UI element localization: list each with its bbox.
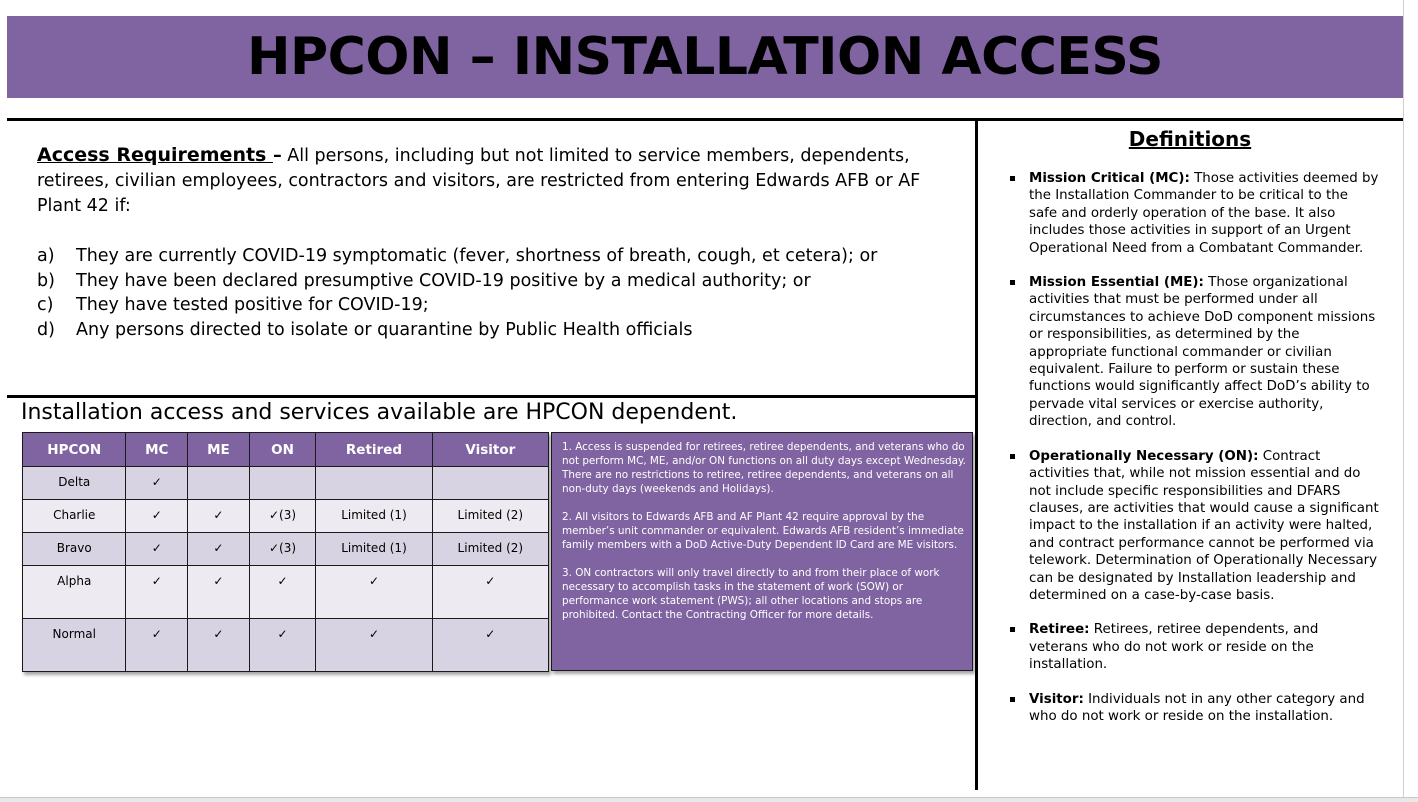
cell-hpcon-level: Charlie [23, 500, 126, 533]
footnote-2: 2. All visitors to Edwards AFB and AF Plant 42 require approval by the member’s unit commander or equivalent. Edwards AFB resident’s immediate family members with a DoD Active-Duty Dependent ID Card are ME visitors. [562, 511, 964, 551]
cell-mc: ✓ [126, 533, 188, 566]
definition-text: Contract activities that, while not mission essential and do not include specific responsibilities and DFARS clauses, are activities that would cause a significant impact to the installation if an activity were halted, and contract performance cannot be performed via telework. Determination of Operationally Necessary can be designated by Installation leadership and determined on a case-by-case basis. [1029, 448, 1379, 603]
cell-retired: Limited (1) [316, 500, 432, 533]
square-bullet-icon [1010, 697, 1015, 702]
footnote-3: 3. ON contractors will only travel directly to and from their place of work necessary to accomplish tasks in the statement of work (SOW) or performance work statement (PWS); all other locations and stops are prohibited. Contact the Contracting Officer for more details. [562, 567, 940, 621]
column-header-visitor: Visitor [432, 433, 548, 467]
cell-retired [316, 467, 432, 500]
definition-term: Mission Essential (ME): [1029, 275, 1204, 291]
condition-item [37, 318, 957, 343]
definition-text: Individuals not in any other category and who do not work or reside on the installation. [1029, 691, 1365, 724]
definition-mission-critical [1000, 170, 1380, 257]
column-header-on: ON [249, 433, 316, 467]
condition-marker: d) [37, 319, 55, 340]
cell-on [249, 467, 316, 500]
condition-item [37, 293, 957, 318]
cell-hpcon-level: Normal [23, 619, 126, 672]
cell-visitor: Limited (2) [432, 533, 548, 566]
square-bullet-icon [1010, 280, 1015, 285]
cell-mc: ✓ [126, 467, 188, 500]
section-subheading: Installation access and services available are HPCON dependent. [21, 400, 738, 425]
cell-me: ✓ [188, 533, 250, 566]
cell-me [188, 467, 250, 500]
divider-horizontal-top [7, 118, 1403, 121]
definition-visitor [1000, 691, 1380, 726]
definitions-list [1000, 170, 1380, 725]
condition-marker: a) [37, 246, 55, 266]
square-bullet-icon [1010, 627, 1015, 632]
cell-on: ✓ [249, 566, 316, 619]
footnotes-box [551, 432, 973, 671]
cell-on: ✓ [249, 619, 316, 672]
column-header-mc: MC [126, 433, 188, 467]
access-requirements-text: All persons, including but not limited to service members, dependents, retirees, civilian employees, contractors and visitors, are restricted from entering Edwards AFB or AF Plant 42 if: [37, 146, 921, 216]
cell-hpcon-level: Alpha [23, 566, 126, 619]
condition-text: Any persons directed to isolate or quarantine by Public Health officials [76, 319, 693, 340]
footnote-1: 1. Access is suspended for retirees, retiree dependents, and veterans who do not perform MC, ME, and/or ON functions on all duty days except Wednesday. There are no restrictions to retiree, retiree dependents, and veterans on all non-duty days (weekends and Holidays). [562, 441, 966, 495]
cell-mc: ✓ [126, 566, 188, 619]
access-requirements-heading: Access Requirements [37, 144, 273, 166]
cell-hpcon-level: Delta [23, 467, 126, 500]
table-header-row [23, 433, 549, 467]
cell-on: ✓(3) [249, 500, 316, 533]
cell-me: ✓ [188, 566, 250, 619]
table-row-normal [23, 619, 549, 672]
column-header-me: ME [188, 433, 250, 467]
condition-item [37, 269, 957, 294]
table-row-alpha [23, 566, 549, 619]
access-requirements [37, 143, 957, 342]
cell-retired: ✓ [316, 566, 432, 619]
condition-item [37, 244, 957, 269]
title-banner [7, 16, 1403, 98]
divider-vertical [975, 118, 978, 790]
table-row-bravo [23, 533, 549, 566]
window-bottom-edge [0, 797, 1418, 802]
definition-mission-essential [1000, 274, 1380, 431]
hpcon-access-table [22, 432, 549, 672]
cell-hpcon-level: Bravo [23, 533, 126, 566]
definition-term: Visitor: [1029, 691, 1084, 707]
cell-me: ✓ [188, 619, 250, 672]
cell-visitor: Limited (2) [432, 500, 548, 533]
cell-retired: Limited (1) [316, 533, 432, 566]
condition-marker: c) [37, 295, 54, 315]
cell-me: ✓ [188, 500, 250, 533]
definition-term: Operationally Necessary (ON): [1029, 448, 1259, 464]
condition-text: They have been declared presumptive COVID-19 positive by a medical authority; or [76, 270, 811, 291]
definition-text: Those activities deemed by the Installation Commander to be critical to the safe and orderly operation of the base. It also includes those activities in support of an Urgent Operational Need from a Combatant Commander. [1029, 171, 1379, 256]
table-row-delta [23, 467, 549, 500]
definition-operationally-necessary [1000, 448, 1380, 605]
access-dash: – [272, 146, 282, 166]
cell-on: ✓(3) [249, 533, 316, 566]
definitions-panel [1000, 124, 1380, 742]
square-bullet-icon [1010, 454, 1015, 459]
page-title: HPCON – INSTALLATION ACCESS [247, 27, 1163, 87]
access-paragraph [37, 143, 957, 219]
cell-mc: ✓ [126, 619, 188, 672]
condition-text: They have tested positive for COVID-19; [76, 295, 429, 315]
table-row-charlie [23, 500, 549, 533]
definition-term: Mission Critical (MC): [1029, 171, 1190, 186]
column-header-hpcon: HPCON [23, 433, 126, 467]
cell-retired: ✓ [316, 619, 432, 672]
cell-visitor [432, 467, 548, 500]
definition-term: Retiree: [1029, 622, 1090, 638]
definition-text: Those organizational activities that must be performed under all circumstances to achieve DoD component missions or responsibilities, as determined by the appropriate functional commander or civilian equivalent. Failure to perform or sustain these functions would significantly affect DoD’s ability to pervade vital services or exercise authority, direction, and control. [1029, 275, 1376, 430]
definition-retiree [1000, 621, 1380, 673]
definition-text: Retirees, retiree dependents, and veterans who do not work or reside on the installation. [1029, 622, 1319, 673]
square-bullet-icon [1010, 176, 1015, 181]
cell-visitor: ✓ [432, 619, 548, 672]
conditions-list [37, 244, 957, 342]
cell-visitor: ✓ [432, 566, 548, 619]
definitions-heading: Definitions [1128, 127, 1252, 151]
column-header-retired: Retired [316, 433, 432, 467]
cell-mc: ✓ [126, 500, 188, 533]
condition-marker: b) [37, 270, 55, 291]
condition-text: They are currently COVID-19 symptomatic (fever, shortness of breath, cough, et cetera); or [76, 246, 878, 266]
